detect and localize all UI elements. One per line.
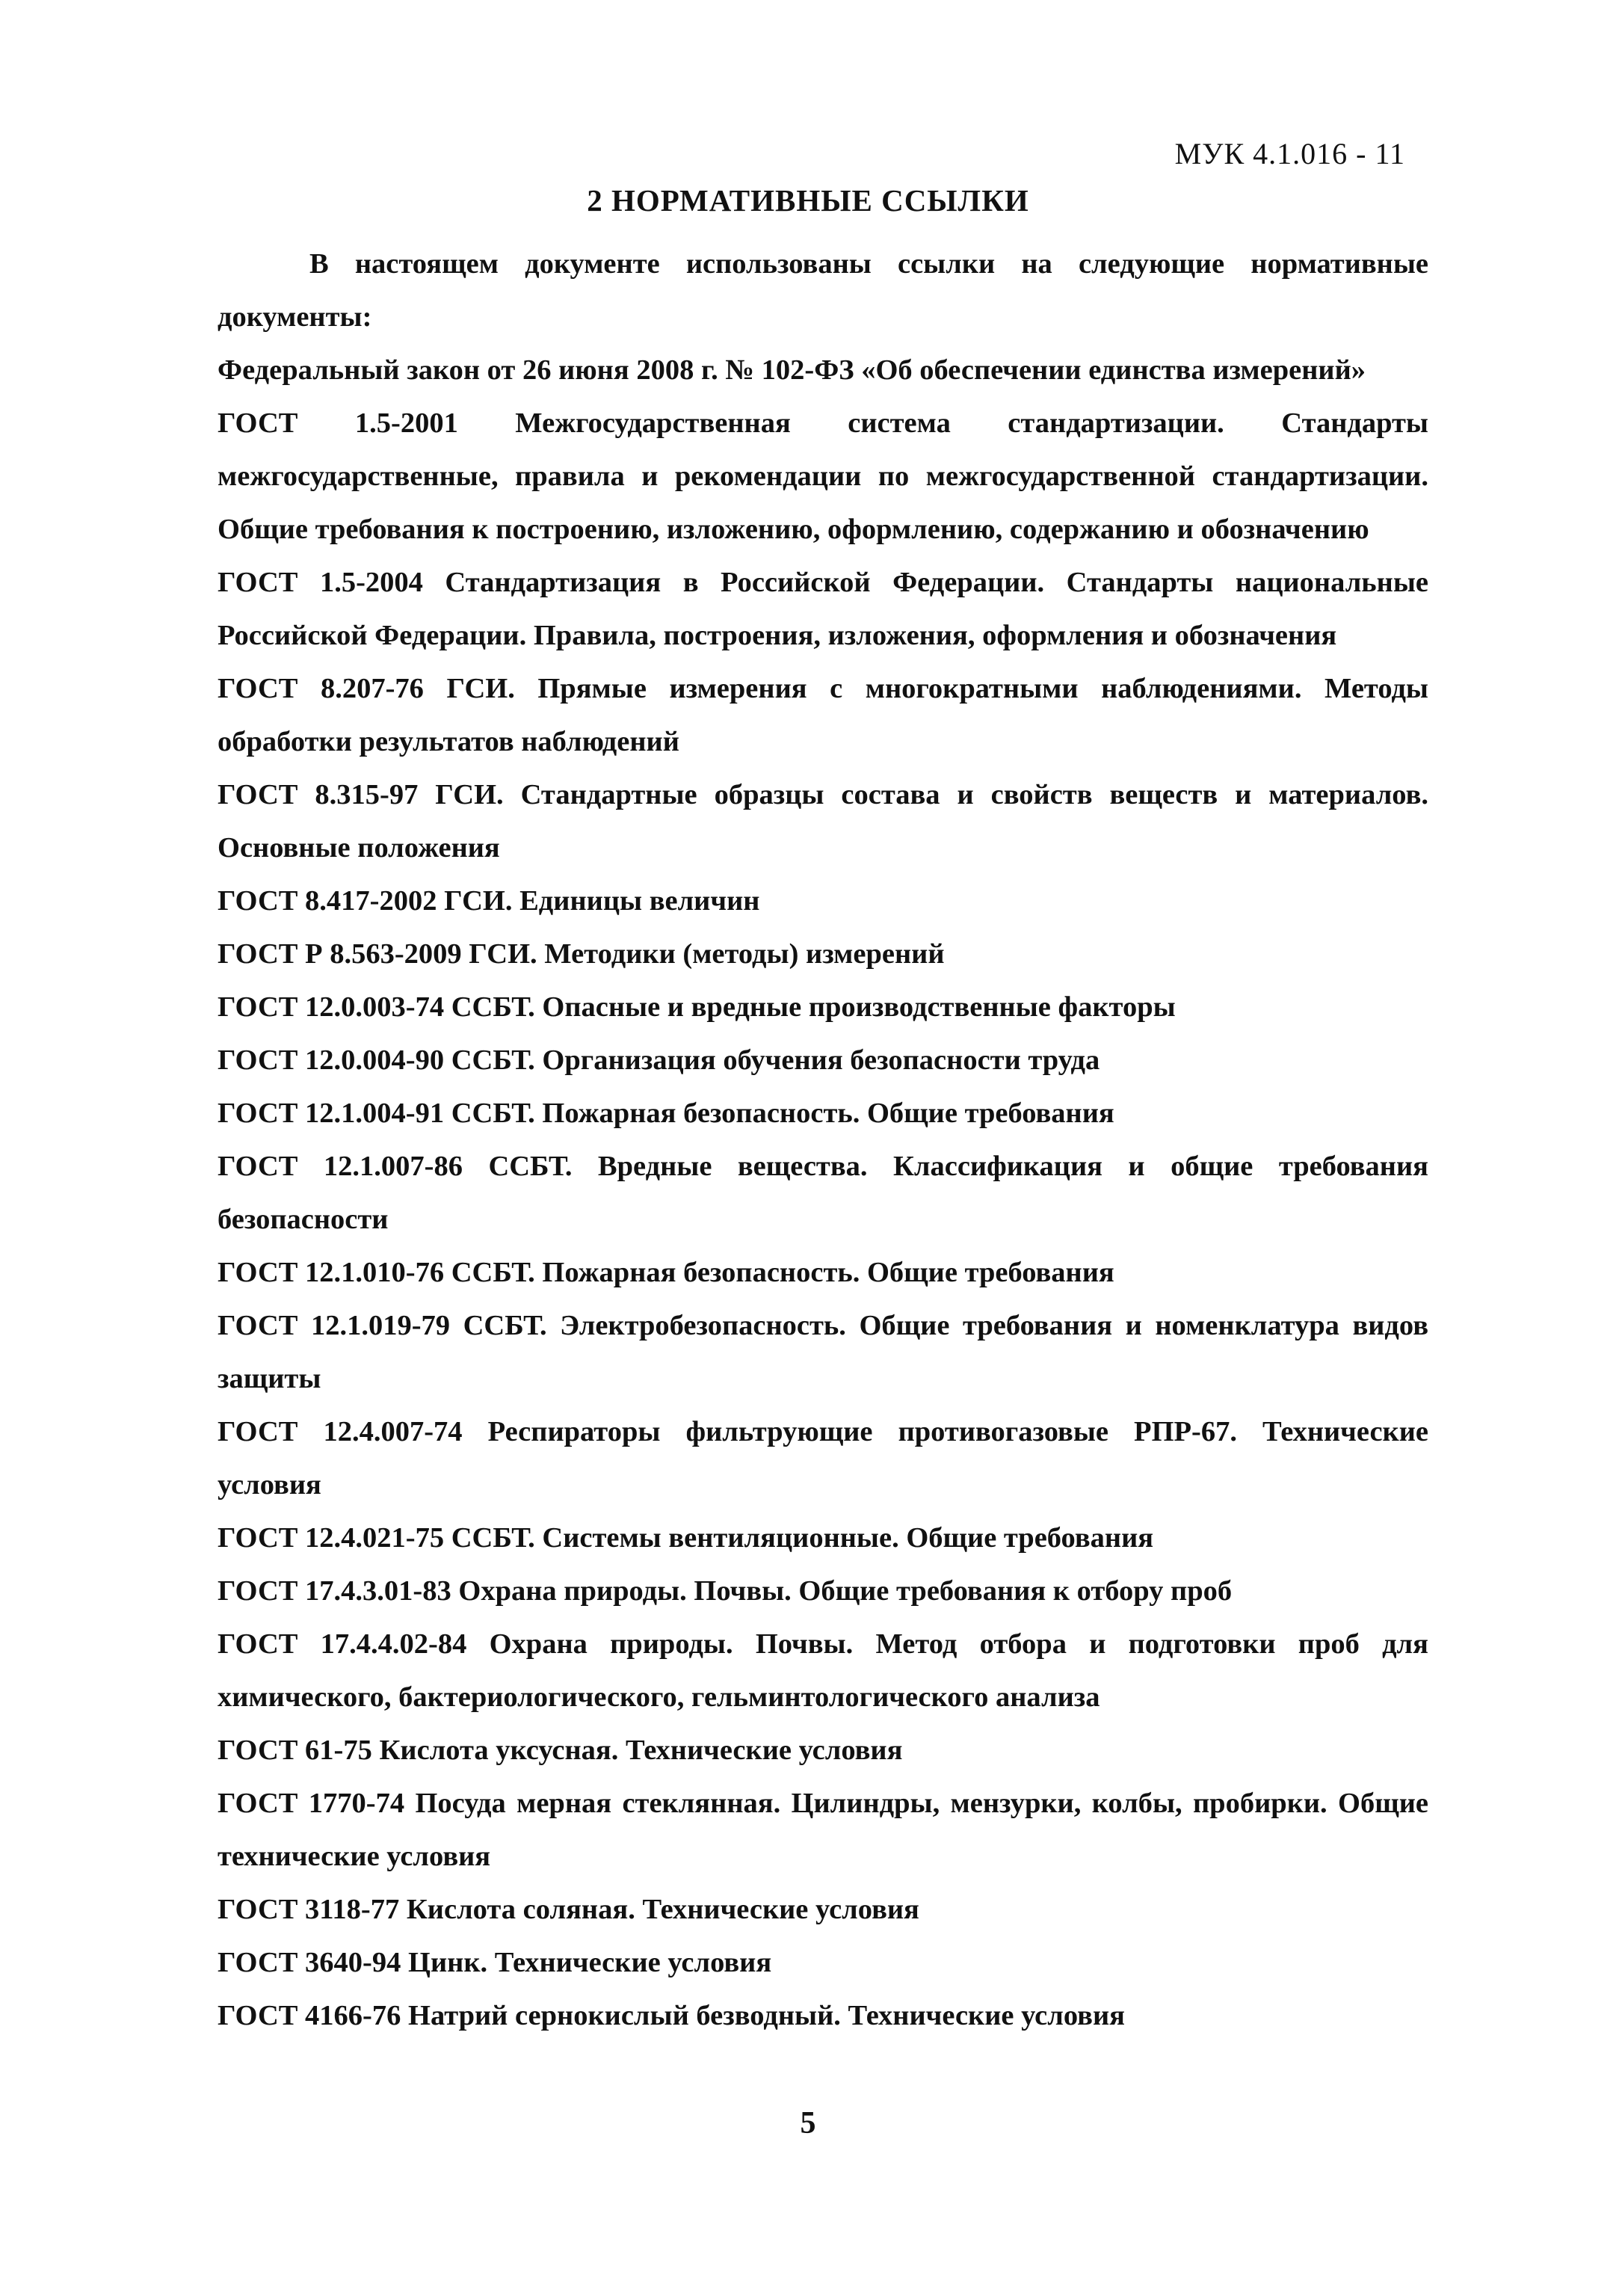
reference-item: ГОСТ 8.207-76 ГСИ. Прямые измерения с многократными наблюдениями. Методы обработки результатов наблюдений [218,673,1428,757]
reference-item: ГОСТ 12.0.003-74 ССБТ. Опасные и вредные производственные факторы [218,991,1176,1023]
section-title: 2 НОРМАТИВНЫЕ ССЫЛКИ [587,183,1029,218]
reference-item: ГОСТ 12.1.010-76 ССБТ. Пожарная безопасность. Общие требования [218,1257,1114,1288]
reference-item: ГОСТ Р 8.563-2009 ГСИ. Методики (методы) измерений [218,938,945,970]
intro-paragraph: В настоящем документе использованы ссылки на следующие нормативные документы: [218,248,1428,333]
reference-item: ГОСТ 8.417-2002 ГСИ. Единицы величин [218,885,760,917]
reference-item: Федеральный закон от 26 июня 2008 г. № 102-ФЗ «Об обеспечении единства измерений» [218,354,1366,386]
reference-item: ГОСТ 3640-94 Цинк. Технические условия [218,1947,772,1978]
reference-item: ГОСТ 8.315-97 ГСИ. Стандартные образцы состава и свойств веществ и материалов. Основные положения [218,779,1428,864]
document-code: МУК 4.1.016 - 11 [1174,137,1405,170]
reference-item: ГОСТ 12.0.004-90 ССБТ. Организация обучения безопасности труда [218,1044,1100,1076]
references-body [218,238,1428,2043]
reference-item: ГОСТ 12.4.007-74 Респираторы фильтрующие противогазовые РПР-67. Технические условия [218,1416,1428,1501]
reference-item: ГОСТ 12.1.019-79 ССБТ. Электробезопасность. Общие требования и номенклатура видов защиты [218,1310,1428,1394]
reference-item: ГОСТ 4166-76 Натрий сернокислый безводный. Технические условия [218,2000,1125,2031]
reference-item: ГОСТ 1.5-2004 Стандартизация в Российской Федерации. Стандарты национальные Российской Федерации. Правила, построения, изложения, оформления и обозначения [218,567,1428,651]
reference-item: ГОСТ 12.1.007-86 ССБТ. Вредные вещества. Классификация и общие требования безопасности [218,1151,1428,1235]
reference-item: ГОСТ 1.5-2001 Межгосударственная система стандартизации. Стандарты межгосударственные, правила и рекомендации по межгосударственной стандартизации. Общие требования к построению, изложению, оформлению, содержанию и обозначению [218,407,1428,545]
reference-item: ГОСТ 17.4.4.02-84 Охрана природы. Почвы. Метод отбора и подготовки проб для химического, бактериологического, гельминтологического анализа [218,1628,1428,1713]
page-number: 5 [800,2106,816,2140]
reference-item: ГОСТ 61-75 Кислота уксусная. Технические условия [218,1735,903,1766]
reference-item: ГОСТ 17.4.3.01-83 Охрана природы. Почвы. Общие требования к отбору проб [218,1575,1233,1607]
reference-item: ГОСТ 1770-74 Посуда мерная стеклянная. Цилиндры, мензурки, колбы, пробирки. Общие технические условия [218,1788,1428,1872]
reference-item: ГОСТ 3118-77 Кислота соляная. Технические условия [218,1894,919,1925]
reference-item: ГОСТ 12.4.021-75 ССБТ. Системы вентиляционные. Общие требования [218,1522,1154,1554]
reference-item: ГОСТ 12.1.004-91 ССБТ. Пожарная безопасность. Общие требования [218,1098,1114,1129]
